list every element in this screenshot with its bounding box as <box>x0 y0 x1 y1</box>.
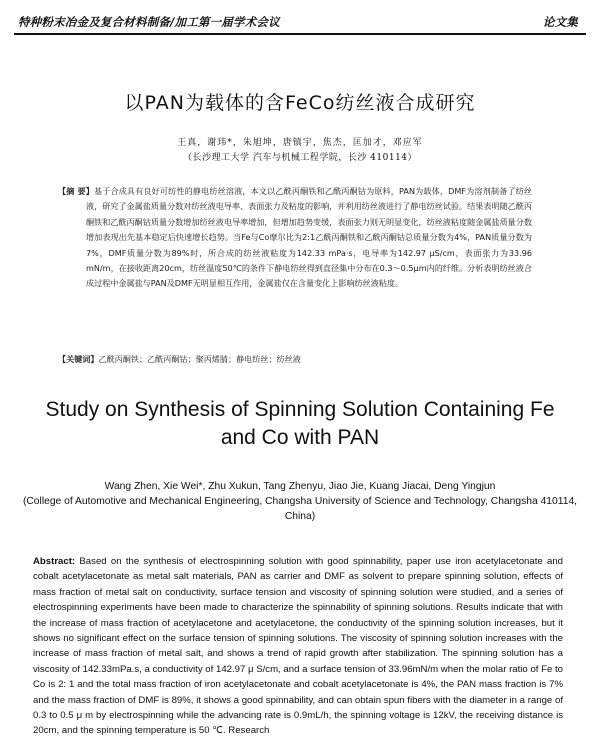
english-abstract-text: Based on the synthesis of electrospinning solution with good spinnability, paper use iron acetylacetonate and cobalt acetylacetonate as metal salt materials, PAN as carrier and DMF as solvent to prepare spinning solution, effects of mass fraction of metal salt on conductivity, surface tension and viscosity of spinning solution were studied, and a series of electrospinning experiments have been made to characterize the spinnability of spinning solutions. Results indicate that with the increase of mass fraction of acetylacetone and acetylacetone, the conductivity of the spinning solution increases, but it shows no significant effect on the surface tension of spinning solutions. The viscosity of spinning solution increases with the increase of mass fraction of metal salt, and shows a trend of rapid growth after stabilization. The spinning solution has a viscosity of 142.33mPa.s, a conductivity of 142.97 μ S/cm, and a surface tension of 33.96mN/m when the molar ratio of Fe to Co is 2: 1 and the total mass fraction of iron acetylacetonate and cobalt acetylacetonate is 4%, the PAN mass fraction is 7% and the mass fraction of DMF is 89%, it shows a good spinnability, and can obtain spun fibers with the diameter in a range of 0.3 to 0.5 μ m by electrospinning while the advancing rate is 0.9mL/h, the spinning voltage is 12kV, the receiving distance is 20cm, and the spinning temperature is 50 ℃. Research <box>33 556 564 737</box>
chinese-keywords <box>58 354 538 365</box>
chinese-keywords-label: 【关键词】 <box>58 354 99 364</box>
english-title-line-2: and Co with PAN <box>220 426 380 449</box>
chinese-affiliation: （长沙理工大学 汽车与机械工程学院，长沙 410114） <box>182 153 418 163</box>
chinese-title: 以PAN为载体的含FeCo纺丝液合成研究 <box>124 92 476 114</box>
english-affiliation: (College of Automotive and Mechanical Engineering, Changsha University of Science and Technology, Changsha 410114, China) <box>22 496 578 522</box>
running-header <box>18 14 578 34</box>
english-title <box>0 396 600 452</box>
chinese-abstract <box>58 184 532 292</box>
english-title-line-1: Study on Synthesis of Spinning Solution Containing Fe <box>45 398 555 421</box>
chinese-authors: 王真，谢玮*，朱旭坤，唐镇宇，焦杰，匡加才，邓应军 <box>177 138 423 148</box>
chinese-abstract-label: 【摘 要】 <box>58 186 94 196</box>
section-name: 论文集 <box>542 15 578 29</box>
chinese-abstract-text: 基于合成具有良好可纺性的静电纺丝溶液，本文以乙酰丙酮铁和乙酰丙酮钴为原料，PAN为载体，DMF为溶剂制备了纺丝液，研究了金属盐质量分数对纺丝液电导率、表面张力及粘度的影响，并利用纺丝液进行了静电纺丝试验。结果表明随乙酰丙酮铁和乙酰丙酮钴质量分数增加纺丝液电导率增加，但增加趋势变缓，表面张力则无明显变化，纺丝液粘度随金属盐质量分数增加表现出先基本稳定后快速增长趋势。当Fe与Co摩尔比为2:1乙酰丙酮铁和乙酰丙酮钴总质量分数为4%，PAN质量分数为7%，DMF质量分数为89%时，所合成的纺丝液粘度为142.33 mPa·s，电导率为142.97 μS/cm，表面张力为33.96 mN/m，在接收距离20cm，纺丝温度50℃的条件下静电纺丝得到直径集中分布在0.3～0.5μm内的纤维。分析表明纺丝液合成过程中金属盐与PAN及DMF无明显相互作用，金属盐仅在含量变化上影响纺丝液粘度。 <box>86 186 532 289</box>
english-authors: Wang Zhen, Xie Wei*, Zhu Xukun, Tang Zhenyu, Jiao Jie, Kuang Jiacai, Deng Yingjun <box>104 481 496 492</box>
header-rule <box>14 33 586 35</box>
chinese-keywords-text: 乙酰丙酮铁；乙酰丙酮钴；聚丙烯腈；静电纺丝；纺丝液 <box>98 354 301 364</box>
journal-name: 特种粉末冶金及复合材料制备/加工第一届学术会议 <box>18 15 280 29</box>
english-abstract <box>33 554 563 739</box>
english-abstract-label: Abstract: <box>33 556 76 567</box>
